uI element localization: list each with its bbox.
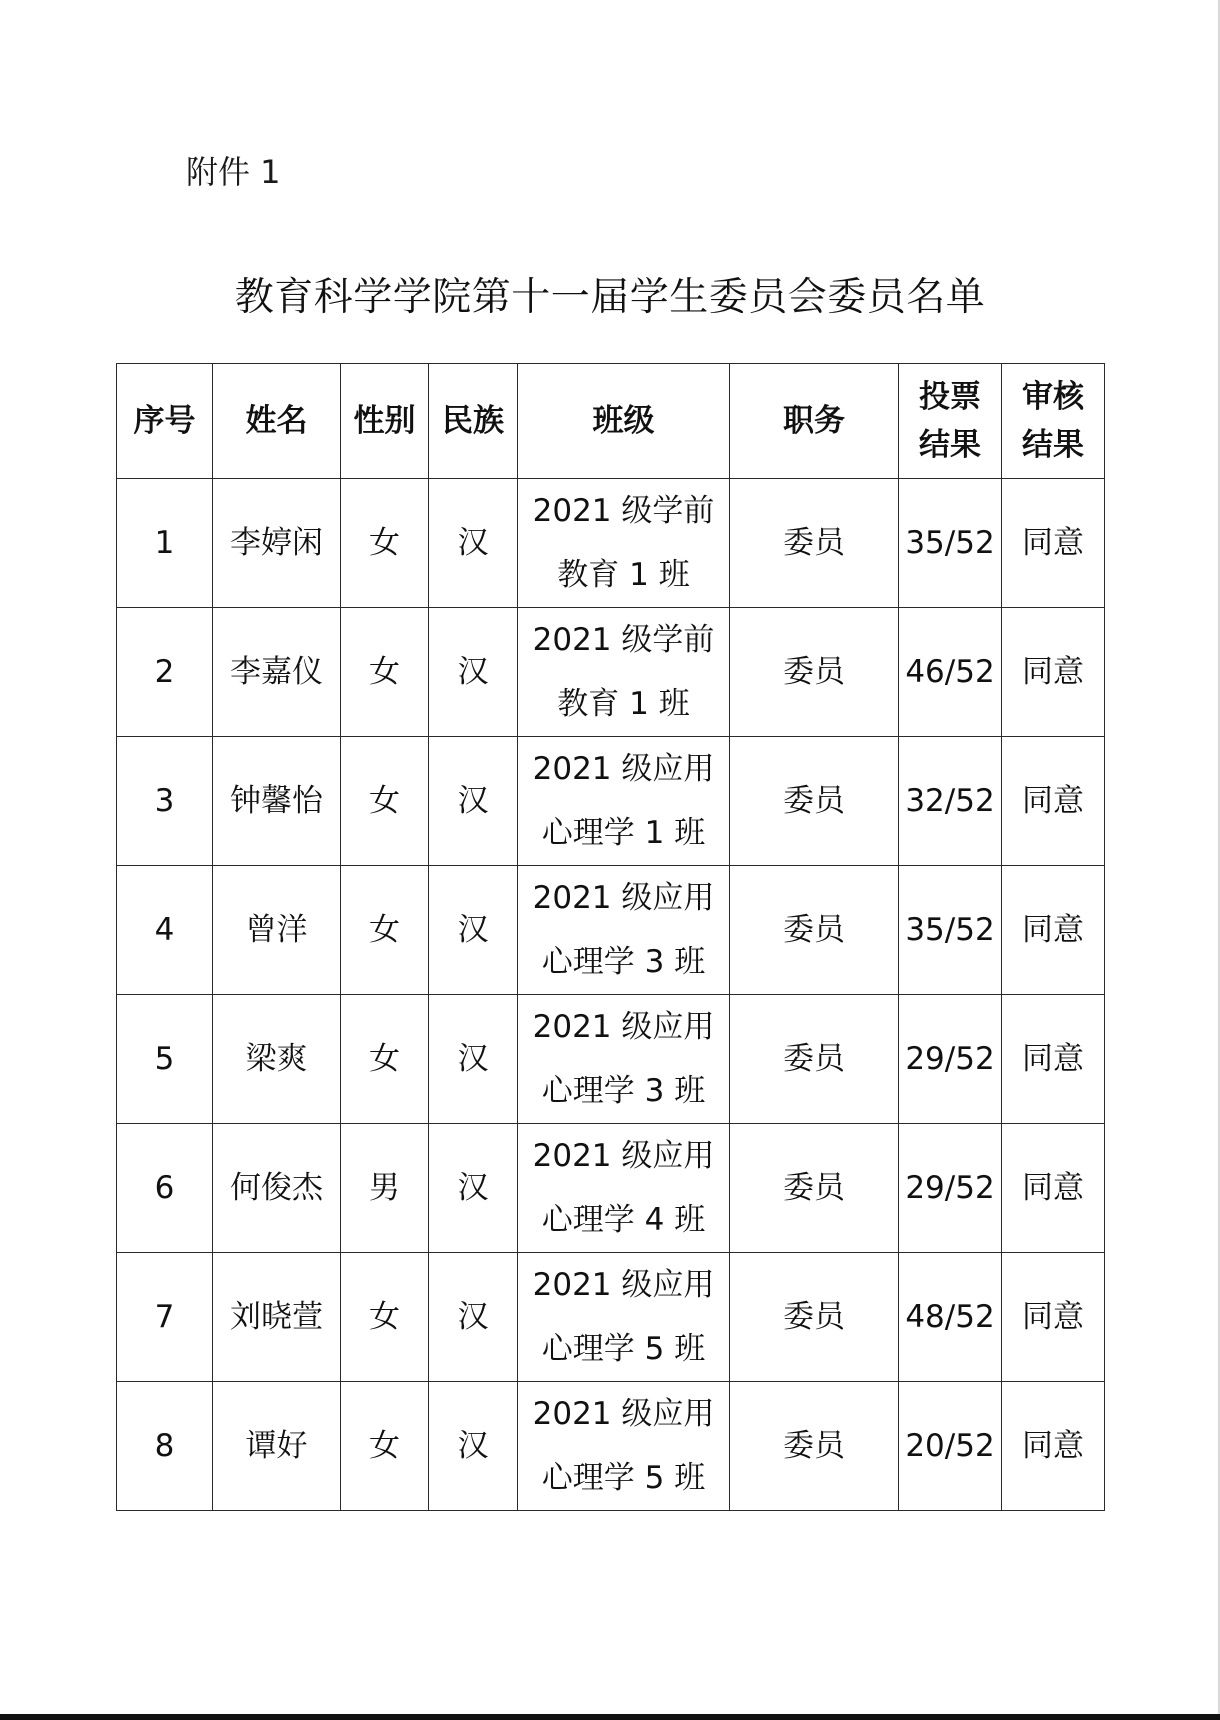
cell-name: 谭好 xyxy=(213,1382,341,1511)
cell-class-text: 2021 级应用心理学 4 班 xyxy=(532,1138,715,1238)
cell-review: 同意 xyxy=(1002,866,1105,995)
cell-class xyxy=(518,866,730,995)
cell-gender: 男 xyxy=(341,1124,429,1253)
header-name: 姓名 xyxy=(213,364,341,479)
cell-ethnicity: 汉 xyxy=(429,479,518,608)
cell-class xyxy=(518,608,730,737)
table-row xyxy=(117,608,1105,737)
header-vote-result xyxy=(899,364,1002,479)
cell-name: 何俊杰 xyxy=(213,1124,341,1253)
header-review-line2: 结果 xyxy=(1022,427,1084,463)
cell-index: 1 xyxy=(117,479,213,608)
cell-position: 委员 xyxy=(730,608,899,737)
cell-review: 同意 xyxy=(1002,1253,1105,1382)
table-header-row xyxy=(117,364,1105,479)
cell-index: 4 xyxy=(117,866,213,995)
cell-ethnicity: 汉 xyxy=(429,1382,518,1511)
cell-index: 3 xyxy=(117,737,213,866)
table-row xyxy=(117,1124,1105,1253)
cell-review: 同意 xyxy=(1002,995,1105,1124)
cell-class xyxy=(518,995,730,1124)
cell-index: 6 xyxy=(117,1124,213,1253)
cell-class-text: 2021 级应用心理学 3 班 xyxy=(532,1009,715,1109)
cell-class-text: 2021 级学前教育 1 班 xyxy=(532,493,715,593)
cell-class xyxy=(518,1382,730,1511)
table-row xyxy=(117,1253,1105,1382)
cell-review: 同意 xyxy=(1002,737,1105,866)
cell-vote: 48/52 xyxy=(899,1253,1002,1382)
cell-position: 委员 xyxy=(730,995,899,1124)
cell-class xyxy=(518,737,730,866)
cell-ethnicity: 汉 xyxy=(429,1124,518,1253)
cell-ethnicity: 汉 xyxy=(429,737,518,866)
cell-name: 李婷闲 xyxy=(213,479,341,608)
cell-name: 曾洋 xyxy=(213,866,341,995)
cell-gender: 女 xyxy=(341,866,429,995)
cell-position: 委员 xyxy=(730,1124,899,1253)
cell-gender: 女 xyxy=(341,608,429,737)
cell-position: 委员 xyxy=(730,866,899,995)
cell-name: 钟馨怡 xyxy=(213,737,341,866)
cell-gender: 女 xyxy=(341,995,429,1124)
cell-vote: 35/52 xyxy=(899,479,1002,608)
cell-gender: 女 xyxy=(341,737,429,866)
cell-gender: 女 xyxy=(341,479,429,608)
cell-index: 7 xyxy=(117,1253,213,1382)
table-row xyxy=(117,866,1105,995)
header-vote-line1: 投票 xyxy=(919,379,981,415)
header-review-line1: 审核 xyxy=(1022,379,1084,415)
attachment-label: 附件 1 xyxy=(186,153,281,191)
cell-index: 8 xyxy=(117,1382,213,1511)
cell-position: 委员 xyxy=(730,479,899,608)
header-vote-line2: 结果 xyxy=(919,427,981,463)
header-position: 职务 xyxy=(730,364,899,479)
header-review-result xyxy=(1002,364,1105,479)
cell-vote: 29/52 xyxy=(899,1124,1002,1253)
cell-review: 同意 xyxy=(1002,608,1105,737)
cell-class xyxy=(518,1124,730,1253)
table-row xyxy=(117,1382,1105,1511)
table-row xyxy=(117,995,1105,1124)
cell-index: 5 xyxy=(117,995,213,1124)
header-gender: 性别 xyxy=(341,364,429,479)
cell-class-text: 2021 级应用心理学 1 班 xyxy=(532,751,715,851)
cell-ethnicity: 汉 xyxy=(429,995,518,1124)
cell-ethnicity: 汉 xyxy=(429,866,518,995)
committee-roster-table xyxy=(116,363,1105,1511)
cell-gender: 女 xyxy=(341,1253,429,1382)
page-title: 教育科学学院第十一届学生委员会委员名单 xyxy=(234,275,986,320)
cell-vote: 46/52 xyxy=(899,608,1002,737)
cell-review: 同意 xyxy=(1002,479,1105,608)
cell-position: 委员 xyxy=(730,1253,899,1382)
table-row xyxy=(117,737,1105,866)
cell-name: 李嘉仪 xyxy=(213,608,341,737)
cell-ethnicity: 汉 xyxy=(429,1253,518,1382)
cell-vote: 35/52 xyxy=(899,866,1002,995)
cell-class xyxy=(518,1253,730,1382)
cell-review: 同意 xyxy=(1002,1382,1105,1511)
header-ethnicity: 民族 xyxy=(429,364,518,479)
cell-vote: 20/52 xyxy=(899,1382,1002,1511)
header-class: 班级 xyxy=(518,364,730,479)
cell-vote: 29/52 xyxy=(899,995,1002,1124)
cell-class-text: 2021 级学前教育 1 班 xyxy=(532,622,715,722)
header-index: 序号 xyxy=(117,364,213,479)
cell-gender: 女 xyxy=(341,1382,429,1511)
cell-vote: 32/52 xyxy=(899,737,1002,866)
cell-class-text: 2021 级应用心理学 5 班 xyxy=(532,1396,715,1496)
cell-index: 2 xyxy=(117,608,213,737)
cell-class xyxy=(518,479,730,608)
cell-position: 委员 xyxy=(730,737,899,866)
cell-class-text: 2021 级应用心理学 3 班 xyxy=(532,880,715,980)
cell-name: 刘晓萱 xyxy=(213,1253,341,1382)
table-row xyxy=(117,479,1105,608)
cell-ethnicity: 汉 xyxy=(429,608,518,737)
cell-position: 委员 xyxy=(730,1382,899,1511)
cell-name: 梁爽 xyxy=(213,995,341,1124)
cell-class-text: 2021 级应用心理学 5 班 xyxy=(532,1267,715,1367)
cell-review: 同意 xyxy=(1002,1124,1105,1253)
page-edge-bottom xyxy=(0,1714,1220,1720)
